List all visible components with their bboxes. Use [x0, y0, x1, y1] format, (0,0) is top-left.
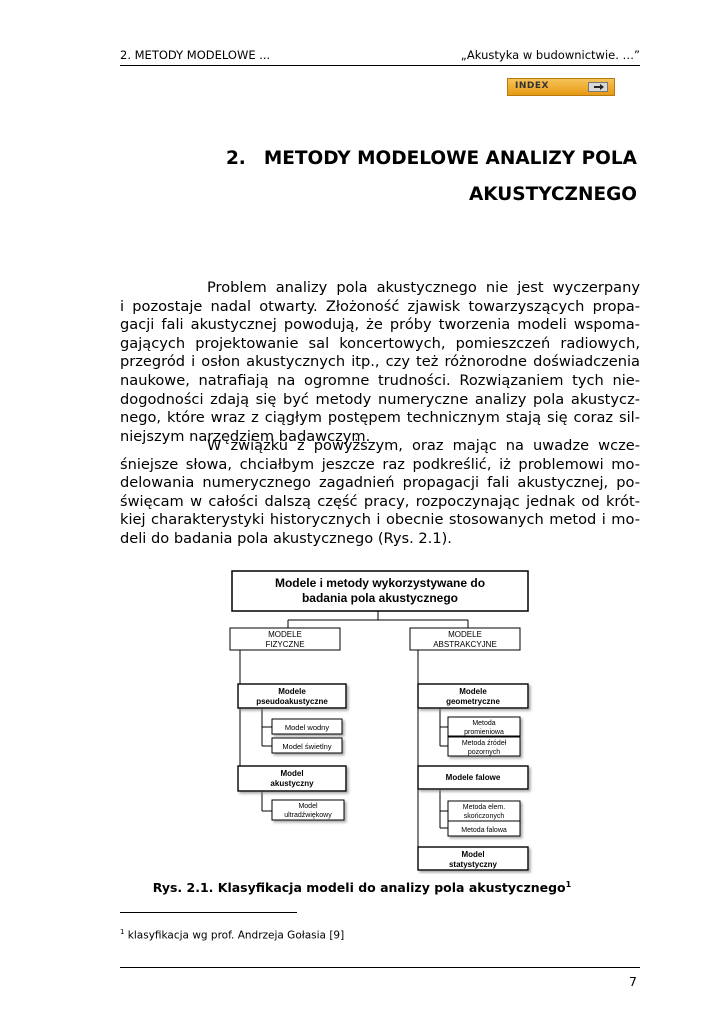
- node-fem-method: [448, 801, 520, 821]
- svg-text:Metoda elem.: Metoda elem.: [462, 804, 506, 811]
- text-line: kiej charakterystyki historycznych i obecnie stosowanych metod i mo-: [120, 511, 640, 529]
- svg-text:Model: Model: [298, 803, 318, 810]
- node-acoustic-model: [238, 766, 346, 791]
- svg-text:Modele: Modele: [459, 687, 487, 696]
- footnote-mark: 1: [120, 928, 125, 936]
- svg-text:skończonych: skończonych: [463, 813, 505, 820]
- node-pseudoacoustic: [238, 684, 346, 708]
- branch-abstract-line2: ABSTRAKCYJNE: [433, 640, 497, 649]
- text-line: naukowe, natrafiają na ogromne trudności. Rozwiązaniem tych nie-: [120, 371, 640, 389]
- text-line: nego, które wraz z ciągłym postępem technicznym stają się coraz sil-: [120, 409, 640, 427]
- svg-text:Modele: Modele: [278, 687, 306, 696]
- node-image-source-method: [448, 737, 520, 756]
- node-ray-method: [448, 717, 520, 736]
- index-button[interactable]: [507, 78, 615, 96]
- header-left: 2. METODY MODELOWE ...: [120, 48, 271, 62]
- svg-text:ultradźwiękowy: ultradźwiękowy: [284, 812, 332, 819]
- paragraph-2: [120, 437, 640, 549]
- classification-diagram: [228, 566, 536, 874]
- figure-caption-text: Rys. 2.1. Klasyfikacja modeli do analizy pola akustycznego: [152, 880, 566, 896]
- node-light-model: [272, 738, 342, 753]
- header-right: „Akustyka w budownictwie. …”: [460, 48, 640, 62]
- svg-text:Model: Model: [280, 769, 304, 778]
- diagram-root-line1: Modele i metody wykorzystywane do: [274, 576, 486, 590]
- paragraph-1: [120, 279, 640, 446]
- text-line: przegród i osłon akustycznych itp., czy też różnorodne doświadczenia: [120, 353, 640, 371]
- text-line: święcam w całości dalszą część pracy, rozpoczynając jednak od krót-: [120, 492, 640, 510]
- branch-physical-line2: FIZYCZNE: [265, 640, 305, 649]
- svg-text:Metoda źródeł: Metoda źródeł: [461, 740, 507, 747]
- chapter-title-line2: AKUSTYCZNEGO: [468, 184, 637, 205]
- text-line: i pozostaje nadal otwarty. Złożoność zjawisk towarzyszących propa-: [120, 297, 640, 315]
- page-number: 7: [629, 974, 637, 989]
- branch-abstract-line1: MODELE: [448, 630, 482, 639]
- footnote-text: klasyfikacja wg prof. Andrzeja Gołasia [9]: [124, 929, 345, 942]
- figure-caption: [0, 880, 724, 895]
- svg-text:Model wodny: Model wodny: [284, 723, 330, 732]
- text-line: dogodności zdają się być metody numeryczne analizy pola akustycz-: [120, 390, 640, 408]
- chapter-number: 2.: [225, 148, 246, 169]
- diagram-root-line2: badania pola akustycznego: [301, 591, 459, 605]
- svg-text:Metoda: Metoda: [472, 720, 496, 727]
- node-wave-models: [418, 766, 528, 789]
- diagram-root: [232, 571, 528, 611]
- footnote-rule: [120, 912, 297, 913]
- header-rule: [120, 65, 640, 66]
- svg-text:statystyczny: statystyczny: [448, 860, 498, 869]
- node-ultrasonic-model: [272, 800, 344, 820]
- chapter-title-line1: [226, 148, 637, 169]
- chapter-title-text-1: METODY MODELOWE ANALIZY POLA: [263, 148, 637, 169]
- text-line: Problem analizy pola akustycznego nie jest wyczerpany: [207, 279, 640, 296]
- text-line: śniejsze słowa, chciałbym jeszcze raz podkreślić, iż problemowi mo-: [120, 455, 640, 473]
- node-statistical-model: [418, 847, 528, 870]
- diagram-svg: [228, 566, 536, 874]
- text-line: niejszym narzędziem badawczym.: [120, 427, 371, 445]
- text-line: gacji fali akustycznej powodują, że próby tworzenia modeli wspoma-: [120, 316, 640, 334]
- svg-text:Model świetlny: Model świetlny: [282, 742, 332, 751]
- svg-text:pozornych: pozornych: [467, 749, 501, 756]
- footnote-ref: 1: [565, 880, 572, 889]
- branch-physical-line1: MODELE: [268, 630, 302, 639]
- svg-text:akustyczny: akustyczny: [270, 779, 314, 788]
- branch-abstract: [410, 628, 520, 650]
- svg-text:Modele falowe: Modele falowe: [445, 773, 501, 782]
- svg-text:promieniowa: promieniowa: [464, 729, 504, 736]
- text-line: delowania numerycznego zagadnień propagacji fali akustycznej, po-: [120, 474, 640, 492]
- footnote: [120, 928, 344, 942]
- text-line: deli do badania pola akustycznego (Rys. 2.1).: [120, 529, 452, 547]
- svg-text:pseudoakustyczne: pseudoakustyczne: [256, 697, 328, 706]
- svg-text:geometryczne: geometryczne: [446, 697, 500, 706]
- text-line: gających projektowanie sal koncertowych, pomieszczeń radiowych,: [120, 334, 640, 352]
- arrow-right-icon: [588, 82, 608, 92]
- footer-rule: [120, 967, 640, 968]
- svg-text:Metoda falowa: Metoda falowa: [461, 827, 507, 834]
- svg-text:Model: Model: [461, 850, 485, 859]
- branch-physical: [230, 628, 340, 650]
- node-water-model: [272, 719, 342, 734]
- node-wave-method: [448, 821, 520, 836]
- index-button-label: INDEX: [515, 81, 549, 91]
- text-line: W związku z powyższym, oraz mając na uwadze wcze-: [207, 437, 640, 454]
- node-geometric-models: [418, 684, 528, 708]
